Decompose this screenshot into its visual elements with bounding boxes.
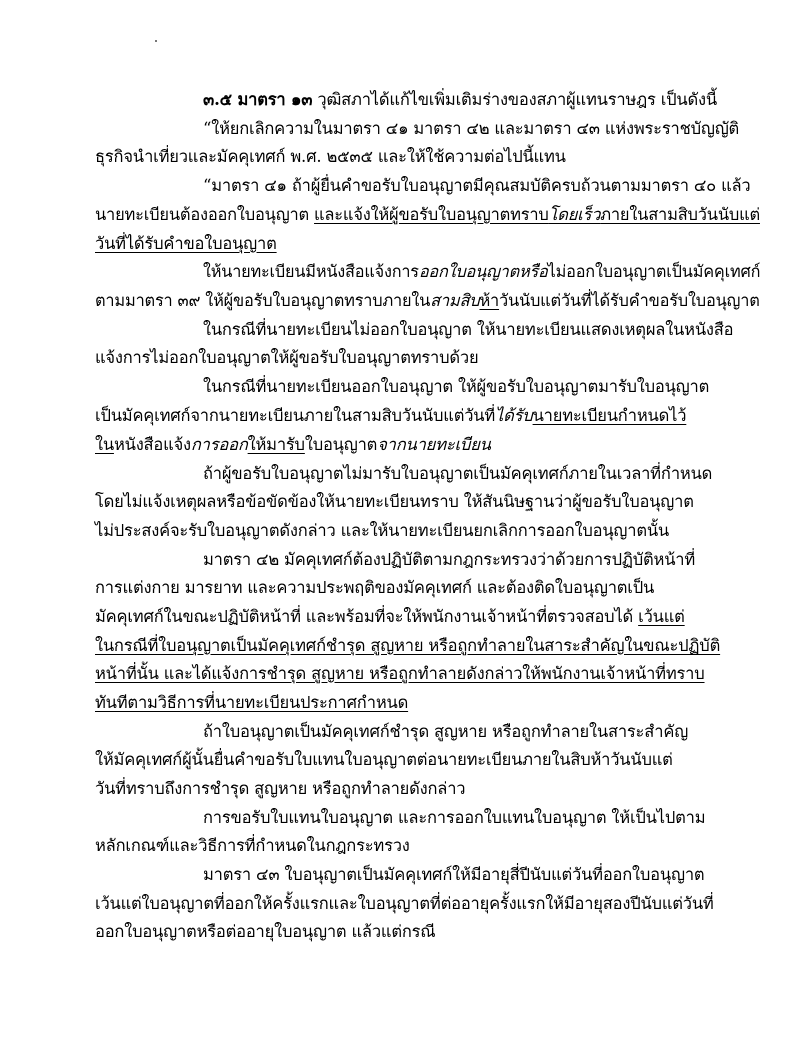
text-line [95,894,714,914]
text-line [95,578,654,598]
text-run: ตามมาตรา ๓๙ ให้ผู้ขอรับใบอนุญาตทราบภายใน [95,291,431,310]
text-line [95,750,673,770]
text-line [95,693,408,713]
text-run: ใน [95,435,114,454]
text-run: ออกใบอนุญาตหรือต่ออายุใบอนุญาต แล้วแต่กรณี [95,922,436,941]
text-line [203,865,704,885]
text-line [203,808,705,828]
text-run: นายทะเบียนกำหนดไว้ [532,406,687,425]
text-run: วันที่ทราบถึงการชำรุด สูญหาย หรือถูกทำลายดังกล่าว [95,779,466,798]
text-run: ถ้าใบอนุญาตเป็นมัคคุเทศก์ชำรุด สูญหาย หรือถูกทำลายในสาระสำคัญ [203,722,689,741]
text-run: โดยเร็ว [548,205,601,224]
text-line [95,636,720,656]
text-run: การขอรับใบแทนใบอนุญาต และการออกใบแทนใบอนุญาต ให้เป็นไปตาม [203,808,706,827]
text-run: ไม่ประสงค์จะรับใบอนุญาตดังกล่าว และให้นายทะเบียนยกเลิกการออกใบอนุญาตนั้น [95,521,670,540]
text-line [203,119,739,139]
text-run: ให้มารับ [247,435,305,454]
text-run: ห้า [479,291,500,310]
text-line [95,435,491,455]
text-run: และแจ้งให้ผู้ขอรับใบอนุญาตทราบ [314,205,549,224]
text-run: หลักเกณฑ์และวิธีการที่กำหนดในกฎกระทรวง [95,836,410,855]
text-line [95,779,465,799]
text-run: ใบอนุญาต [304,435,378,454]
text-line [203,377,709,397]
text-run: เว้นแต่ใบอนุญาตที่ออกให้ครั้งแรกและใบอนุญาตที่ต่ออายุครั้งแรกให้มีอายุสองปีนับแต่วันที่ [95,894,714,913]
text-run: สามสิบ [430,291,480,310]
text-run: นายทะเบียนต้องออกใบอนุญาต [95,205,315,224]
text-run: เว้นแต่ [638,607,685,626]
text-run: วันนับแต่วันที่ได้รับคำขอรับใบอนุญาต [499,291,760,310]
text-run: ในกรณีที่นายทะเบียนออกใบอนุญาต ให้ผู้ขอรับใบอนุญาตมารับใบอนุญาต [203,377,710,396]
text-line [203,90,717,110]
text-run: จากนายทะเบียน [377,435,491,454]
text-run: “ให้ยกเลิกความในมาตรา ๔๑ มาตรา ๔๒ และมาตรา ๔๓ แห่งพระราชบัญญัติ [203,119,740,138]
text-run: เป็นมัคคุเทศก์จากนายทะเบียนภายในสามสิบวันนับแต่วันที่ [95,406,496,425]
text-line [95,607,685,627]
text-line [95,205,760,225]
text-line [203,464,712,484]
text-run: ในกรณีที่ใบอนุญาตเป็นมัคคุเทศก์ชำรุด สูญหาย หรือถูกทำลายในสาระสำคัญในขณะปฏิบัติ [95,636,721,655]
text-run: ให้มัคคุเทศก์ผู้นั้นยื่นคำขอรับใบแทนใบอนุญาตต่อนายทะเบียนภายในสิบห้าวันนับแต่ [95,750,673,769]
text-run: ธุรกิจนำเที่ยวและมัคคุเทศก์ พ.ศ. ๒๕๓๕ และให้ใช้ความต่อไปนี้แทน [95,147,566,166]
text-line [95,664,705,684]
text-line [95,836,410,856]
text-line [95,922,435,942]
text-line [95,234,277,254]
text-line [95,521,669,541]
text-run: วุฒิสภาได้แก้ไขเพิ่มเติมร่างของสภาผู้แทนราษฎร เป็นดังนี้ [312,90,717,109]
text-line [95,406,686,426]
text-line [95,492,694,512]
text-line [95,147,566,167]
text-run: ในกรณีที่นายทะเบียนไม่ออกใบอนุญาต ให้นายทะเบียนแสดงเหตุผลในหนังสือ [203,320,734,339]
text-run: ไม่ออกใบอนุญาตเป็นมัคคุเทศก์ [547,262,761,281]
text-run: ภายในสามสิบวันนับแต่ [600,205,760,224]
text-run: หน้าที่นั้น และได้แจ้งการชำรุด สูญหาย หรือถูกทำลายดังกล่าวให้พนักงานเจ้าหน้าที่ทราบ [95,664,705,683]
text-run: ออกใบอนุญาตหรือ [418,262,548,281]
text-run: มาตรา ๔๒ มัคคุเทศก์ต้องปฏิบัติตามกฎกระทรวงว่าด้วยการปฏิบัติหน้าที่ [203,550,696,569]
text-run: ให้นายทะเบียนมีหนังสือแจ้งการ [203,262,419,281]
text-run: “มาตรา ๔๑ ถ้าผู้ยื่นคำขอรับใบอนุญาตมีคุณสมบัติครบถ้วนตามมาตรา ๔๐ แล้ว [203,176,751,195]
text-run: มาตรา ๔๓ ใบอนุญาตเป็นมัคคุเทศก์ให้มีอายุสี่ปีนับแต่วันที่ออกใบอนุญาต [203,865,705,884]
text-run: ถ้าผู้ขอรับใบอนุญาตไม่มารับใบอนุญาตเป็นมัคคุเทศก์ภายในเวลาที่กำหนด [203,464,713,483]
text-run: หนังสือแจ้ง [113,435,191,454]
text-line [203,176,751,196]
text-run: ทันทีตามวิธีการที่นายทะเบียนประกาศกำหนด [95,693,409,712]
text-run: มัคคุเทศก์ในขณะปฏิบัติหน้าที่ และพร้อมที่จะให้พนักงานเจ้าหน้าที่ตรวจสอบได้ [95,607,639,626]
text-line [203,262,760,282]
text-run: การแต่งกาย มารยาท และความประพฤติของมัคคุเทศก์ และต้องติดใบอนุญาตเป็น [95,578,655,597]
text-run: แจ้งการไม่ออกใบอนุญาตให้ผู้ขอรับใบอนุญาตทราบด้วย [95,348,479,367]
text-line [95,291,760,311]
text-run: ๓.๕ มาตรา ๑๓ [203,90,313,109]
text-run: การออก [190,435,248,454]
text-run: วันที่ได้รับคำขอใบอนุญาต [95,234,277,253]
text-line [95,348,478,368]
text-line [203,320,733,340]
text-line [203,550,695,570]
scan-speck [155,40,157,42]
text-run: โดยไม่แจ้งเหตุผลหรือข้อขัดข้องให้นายทะเบียนทราบ ให้สันนิษฐานว่าผู้ขอรับใบอนุญาต [95,492,694,511]
text-line [203,722,688,742]
text-run: ได้รับ [495,406,533,425]
